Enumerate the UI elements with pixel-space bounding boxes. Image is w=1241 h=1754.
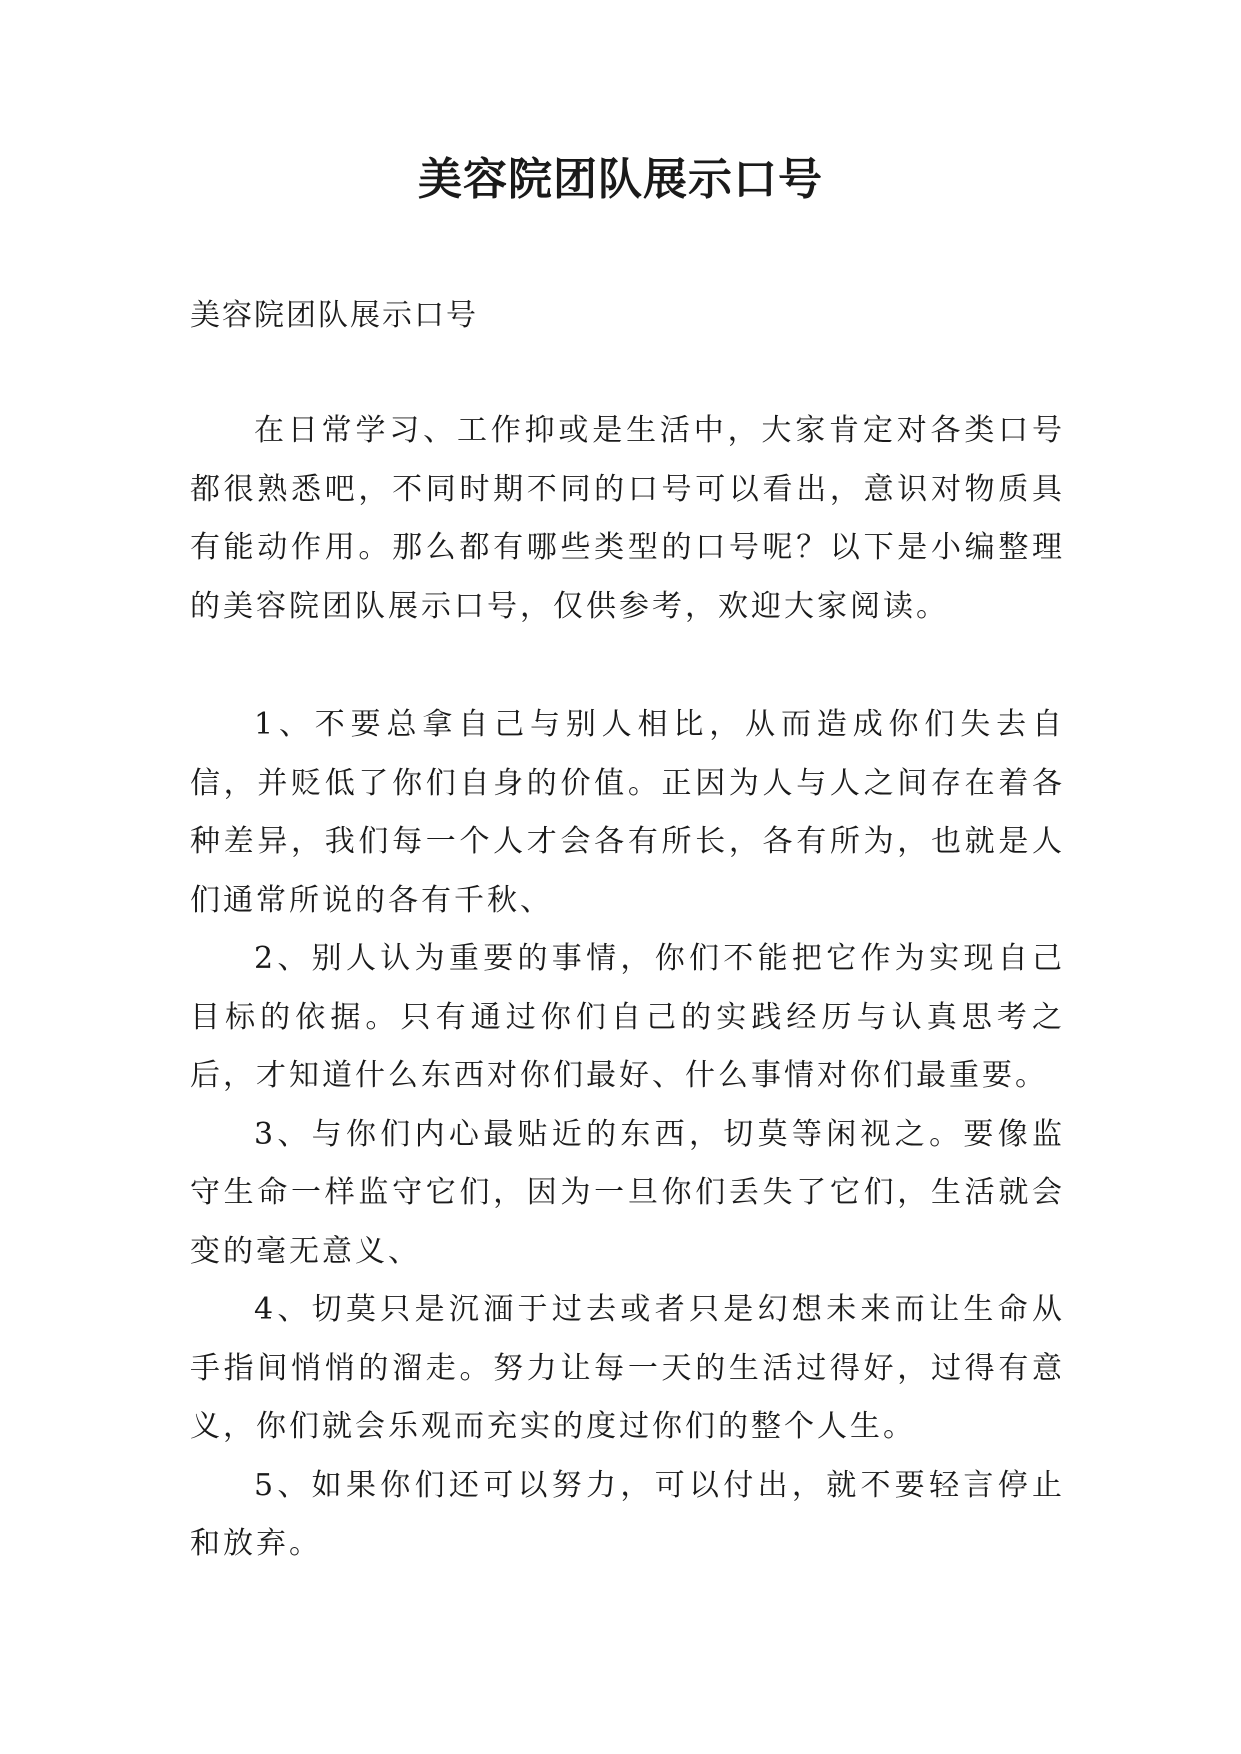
- slogan-item-3: 3、与你们内心最贴近的东西，切莫等闲视之。要像监守生命一样监守它们，因为一旦你们丢失了它们，生活就会变的毫无意义、: [190, 1116, 1065, 1269]
- document-title: 美容院团队展示口号: [418, 154, 823, 205]
- slogan-item-1: 1、不要总拿自己与别人相比，从而造成你们失去自信，并贬低了你们自身的价值。正因为人与人之间存在着各种差异，我们每一个人才会各有所长，各有所为，也就是人们通常所说的各有千秋、: [190, 707, 1065, 918]
- document-subtitle: 美容院团队展示口号: [190, 298, 478, 333]
- intro-paragraph: 在日常学习、工作抑或是生活中，大家肯定对各类口号都很熟悉吧，不同时期不同的口号可以看出，意识对物质具有能动作用。那么都有哪些类型的口号呢？以下是小编整理的美容院团队展示口号，仅供参考，欢迎大家阅读。: [190, 413, 1065, 624]
- slogan-item-5: 5、如果你们还可以努力，可以付出，就不要轻言停止和放弃。: [190, 1467, 1065, 1561]
- slogan-item-2: 2、别人认为重要的事情，你们不能把它作为实现自己目标的依据。只有通过你们自己的实践经历与认真思考之后，才知道什么东西对你们最好、什么事情对你们最重要。: [190, 941, 1065, 1093]
- slogan-item-4: 4、切莫只是沉湎于过去或者只是幻想未来而让生命从手指间悄悄的溜走。努力让每一天的生活过得好，过得有意义，你们就会乐观而充实的度过你们的整个人生。: [190, 1292, 1065, 1444]
- slogan-list: [190, 696, 1065, 1574]
